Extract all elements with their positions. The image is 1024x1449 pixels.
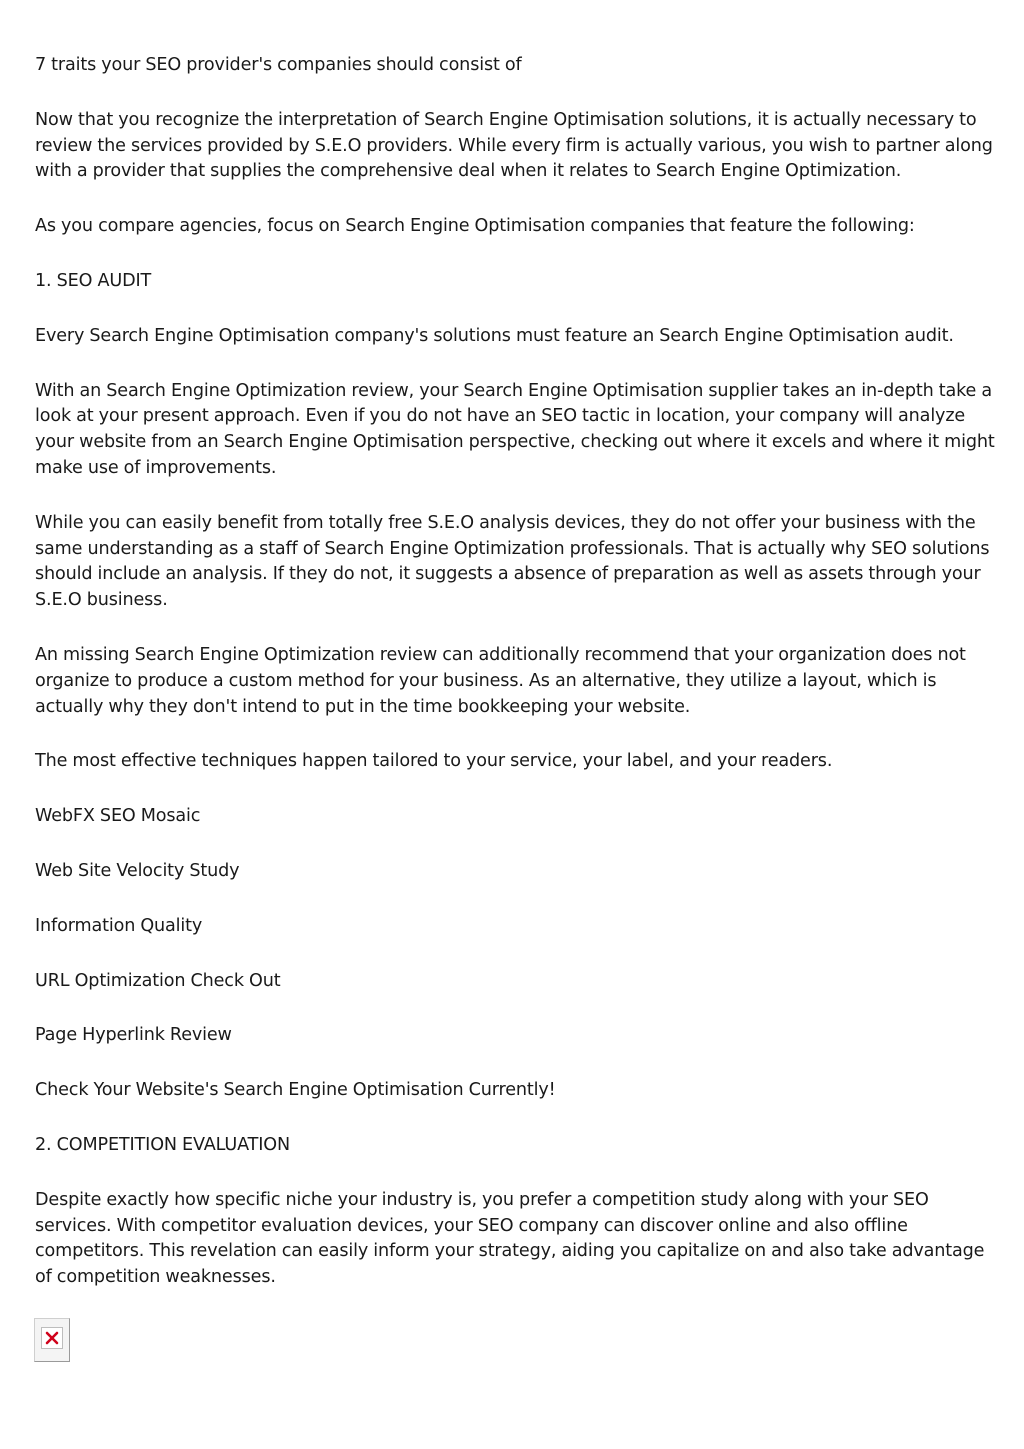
paragraph-intro: Now that you recognize the interpretation of Search Engine Optimisation solutions, it is actually necessary to review the services provided by S.E.O providers. While every firm is actually various, you wish to partner along with a provider that supplies the comprehensive deal when it relates to Search Engine Optimization. bbox=[35, 109, 993, 182]
document-title: 7 traits your SEO provider's companies should consist of bbox=[35, 55, 522, 75]
close-icon bbox=[45, 1331, 59, 1345]
paragraph-audit-review: With an Search Engine Optimization review, your Search Engine Optimisation supplier takes an in-depth take a look at your present approach. Even if you do not have an SEO tactic in location, your company will analyze your website from an Search Engine Optimisation perspective, checking out where it excels and where it might make use of improvements. bbox=[35, 380, 995, 478]
list-item-velocity: Web Site Velocity Study bbox=[35, 860, 240, 881]
broken-image-icon bbox=[41, 1327, 63, 1349]
paragraph-missing-review: An missing Search Engine Optimization review can additionally recommend that your organization does not organize to produce a custom method for your business. As an alternative, they utilize a layout, which is actually why they don't intend to put in the time bookkeeping your website. bbox=[35, 644, 966, 717]
section-heading-seo-audit: 1. SEO AUDIT bbox=[35, 270, 152, 291]
paragraph-techniques: The most effective techniques happen tailored to your service, your label, and your readers. bbox=[35, 751, 833, 772]
broken-image-placeholder bbox=[34, 1318, 70, 1362]
paragraph-competition: Despite exactly how specific niche your industry is, you prefer a competition study along with your SEO services. With competitor evaluation devices, your SEO company can discover online and also offline competitors. This revelation can easily inform your strategy, aiding you capitalize on and also take advantage of competition weaknesses. bbox=[35, 1189, 985, 1288]
list-item-url-optimization: URL Optimization Check Out bbox=[35, 970, 281, 991]
paragraph-compare: As you compare agencies, focus on Search Engine Optimisation companies that feature the following: bbox=[35, 216, 915, 237]
document-body bbox=[35, 53, 995, 1320]
list-item-hyperlink-review: Page Hyperlink Review bbox=[35, 1025, 232, 1046]
paragraph-free-tools: While you can easily benefit from totally free S.E.O analysis devices, they do not offer your business with the same understanding as a staff of Search Engine Optimization professionals. That is actually why SEO solutions should include an analysis. If they do not, it suggests a absence of preparation as well as assets through your S.E.O business. bbox=[35, 512, 990, 611]
paragraph-check-website: Check Your Website's Search Engine Optimisation Currently! bbox=[35, 1080, 556, 1101]
list-item-information-quality: Information Quality bbox=[35, 915, 203, 936]
section-heading-competition: 2. COMPETITION EVALUATION bbox=[35, 1134, 291, 1155]
list-item-mosaic: WebFX SEO Mosaic bbox=[35, 806, 201, 827]
paragraph-audit-requirement: Every Search Engine Optimisation company's solutions must feature an Search Engine Optimisation audit. bbox=[35, 325, 954, 346]
